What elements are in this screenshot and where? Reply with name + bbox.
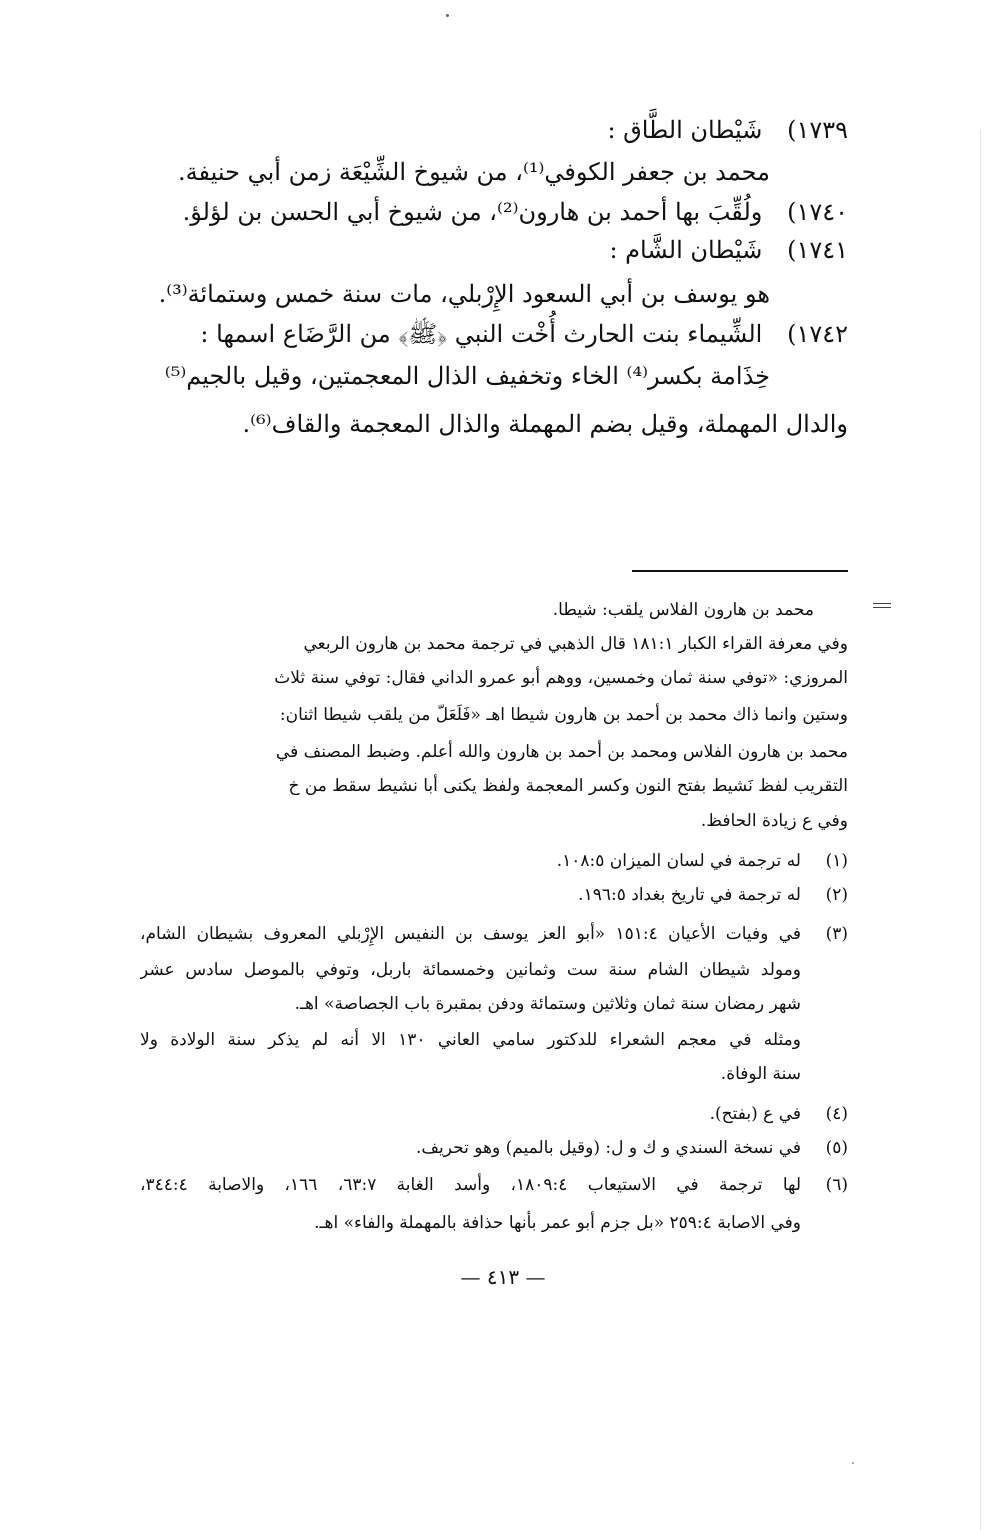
margin-mark [873,607,891,608]
entry-1742-body-line-2 [150,404,848,444]
entry-text: ولُقِّبَ بها أحمد بن هارون⁽²⁾، من شيوخ أبي الحسن بن لؤلؤ. [182,198,763,226]
note-line: محمد بن هارون الفلاس ومحمد بن أحمد بن هارون والله أعلم. وضبط المصنف في [275,742,848,762]
entry-text: والدال المهملة، وقيل بضم المهملة والذال المعجمة والقاف⁽⁶⁾. [242,410,848,438]
note-line: وستين وانما ذاك محمد بن أحمد بن هارون شيطا اهـ «فَلَعَلّ من يلقب شيطا اثنان: [279,705,848,725]
footnote-text: له ترجمة في لسان الميزان ١٠٨:٥. [556,851,801,871]
footnote-text: لها ترجمة في الاستيعاب ١٨٠٩:٤، وأسد الغابة ٦٣:٧، ١٦٦، والاصابة ٣٤٤:٤، [140,1175,801,1195]
entry-heading: شَيْطان الطَّاق : [607,116,763,144]
entry-1739-body [150,152,770,192]
note-line: المروزي: «توفي سنة ثمان وخمسين، ووهم أبو عمرو الداني فقال: توفي سنة ثلاث [274,668,848,688]
footnote-text: شهر رمضان سنة ثمان وثلاثين وستمائة ودفن بمقبرة باب الجصاصة» اهـ. [294,994,801,1014]
entry-number: ١٧٣٩) [787,116,848,144]
footnote-separator [632,570,848,572]
entry-text: محمد بن جعفر الكوفي⁽¹⁾، من شيوخ الشِّيْعَة زمن أبي حنيفة. [178,158,770,186]
note-line: وفي معرفة القراء الكبار ١٨١:١ قال الذهبي في ترجمة محمد بن هارون الربعي [303,634,848,654]
footnote-number: (٢) [825,885,848,905]
scan-speck [446,14,449,17]
note-line: وفي ع زيادة الحافظ. [700,811,848,831]
entry-number: ١٧٤٠) [787,198,848,226]
entry-text: خِذَامة بكسر⁽⁴⁾ الخاء وتخفيف الذال المعجمتين، وقيل بالجيم⁽⁵⁾ [164,362,770,390]
footnote-text: وفي الاصابة ٢٥٩:٤ «بل جزم أبو عمر بأنها حذافة بالمهملة والفاء» اهـ. [314,1213,801,1233]
entry-1742 [150,314,848,354]
entry-1741 [150,230,848,270]
entry-heading: الشِّيماء بنت الحارث أُخْت النبي ﴿ﷺ﴾ من الرَّضَاع اسمها : [200,320,763,348]
entry-1741-body [150,274,770,314]
footnote-number: (٦) [825,1175,848,1195]
footnote-text: في نسخة السندي و ك و ل: (وقيل بالميم) وهو تحريف. [416,1138,801,1158]
entry-1740 [150,192,848,232]
scan-speck [852,1462,854,1464]
margin-mark [873,603,891,604]
entry-text: هو يوسف بن أبي السعود الإِرْبلي، مات سنة خمس وستمائة⁽³⁾. [158,280,770,308]
footnote-text: في ع (بفتح). [709,1104,801,1124]
entry-number: ١٧٤٢) [787,320,848,348]
note-line: التقريب لفظ نَشيط بفتح النون وكسر المعجمة ولفظ يكنى أبا نشيط سقط من خ [288,776,848,796]
entry-1739 [150,110,848,150]
scan-edge [980,130,981,1530]
footnote-text: ومثله في معجم الشعراء للدكتور سامي العاني ١٣٠ الا أنه لم يذكر سنة الولادة ولا [140,1030,801,1050]
footnote-text: ومولد شيطان الشام سنة ست وثمانين وخمسمائة باربل، وتوفي بالموصل سادس عشر [140,960,801,980]
footnote-text: له ترجمة في تاريخ بغداد ١٩٦:٥. [578,885,801,905]
entry-1742-body-line-1 [150,356,770,396]
note-line: محمد بن هارون الفلاس يلقب: شيطا. [552,600,814,620]
footnote-text: في وفيات الأعيان ١٥١:٤ «أبو العز يوسف بن النفيس الإِرْبلي المعروف بشيطان الشام، [140,924,801,944]
footnote-number: (٣) [825,924,848,944]
entry-number: ١٧٤١) [787,236,848,264]
entry-heading: شَيْطان الشَّام : [609,236,763,264]
footnote-text: سنة الوفاة. [720,1064,801,1084]
footnote-number: (١) [825,851,848,871]
footnote-number: (٤) [825,1104,848,1124]
page-number: — ٤١٣ — [460,1265,546,1289]
footnote-number: (٥) [825,1138,848,1158]
